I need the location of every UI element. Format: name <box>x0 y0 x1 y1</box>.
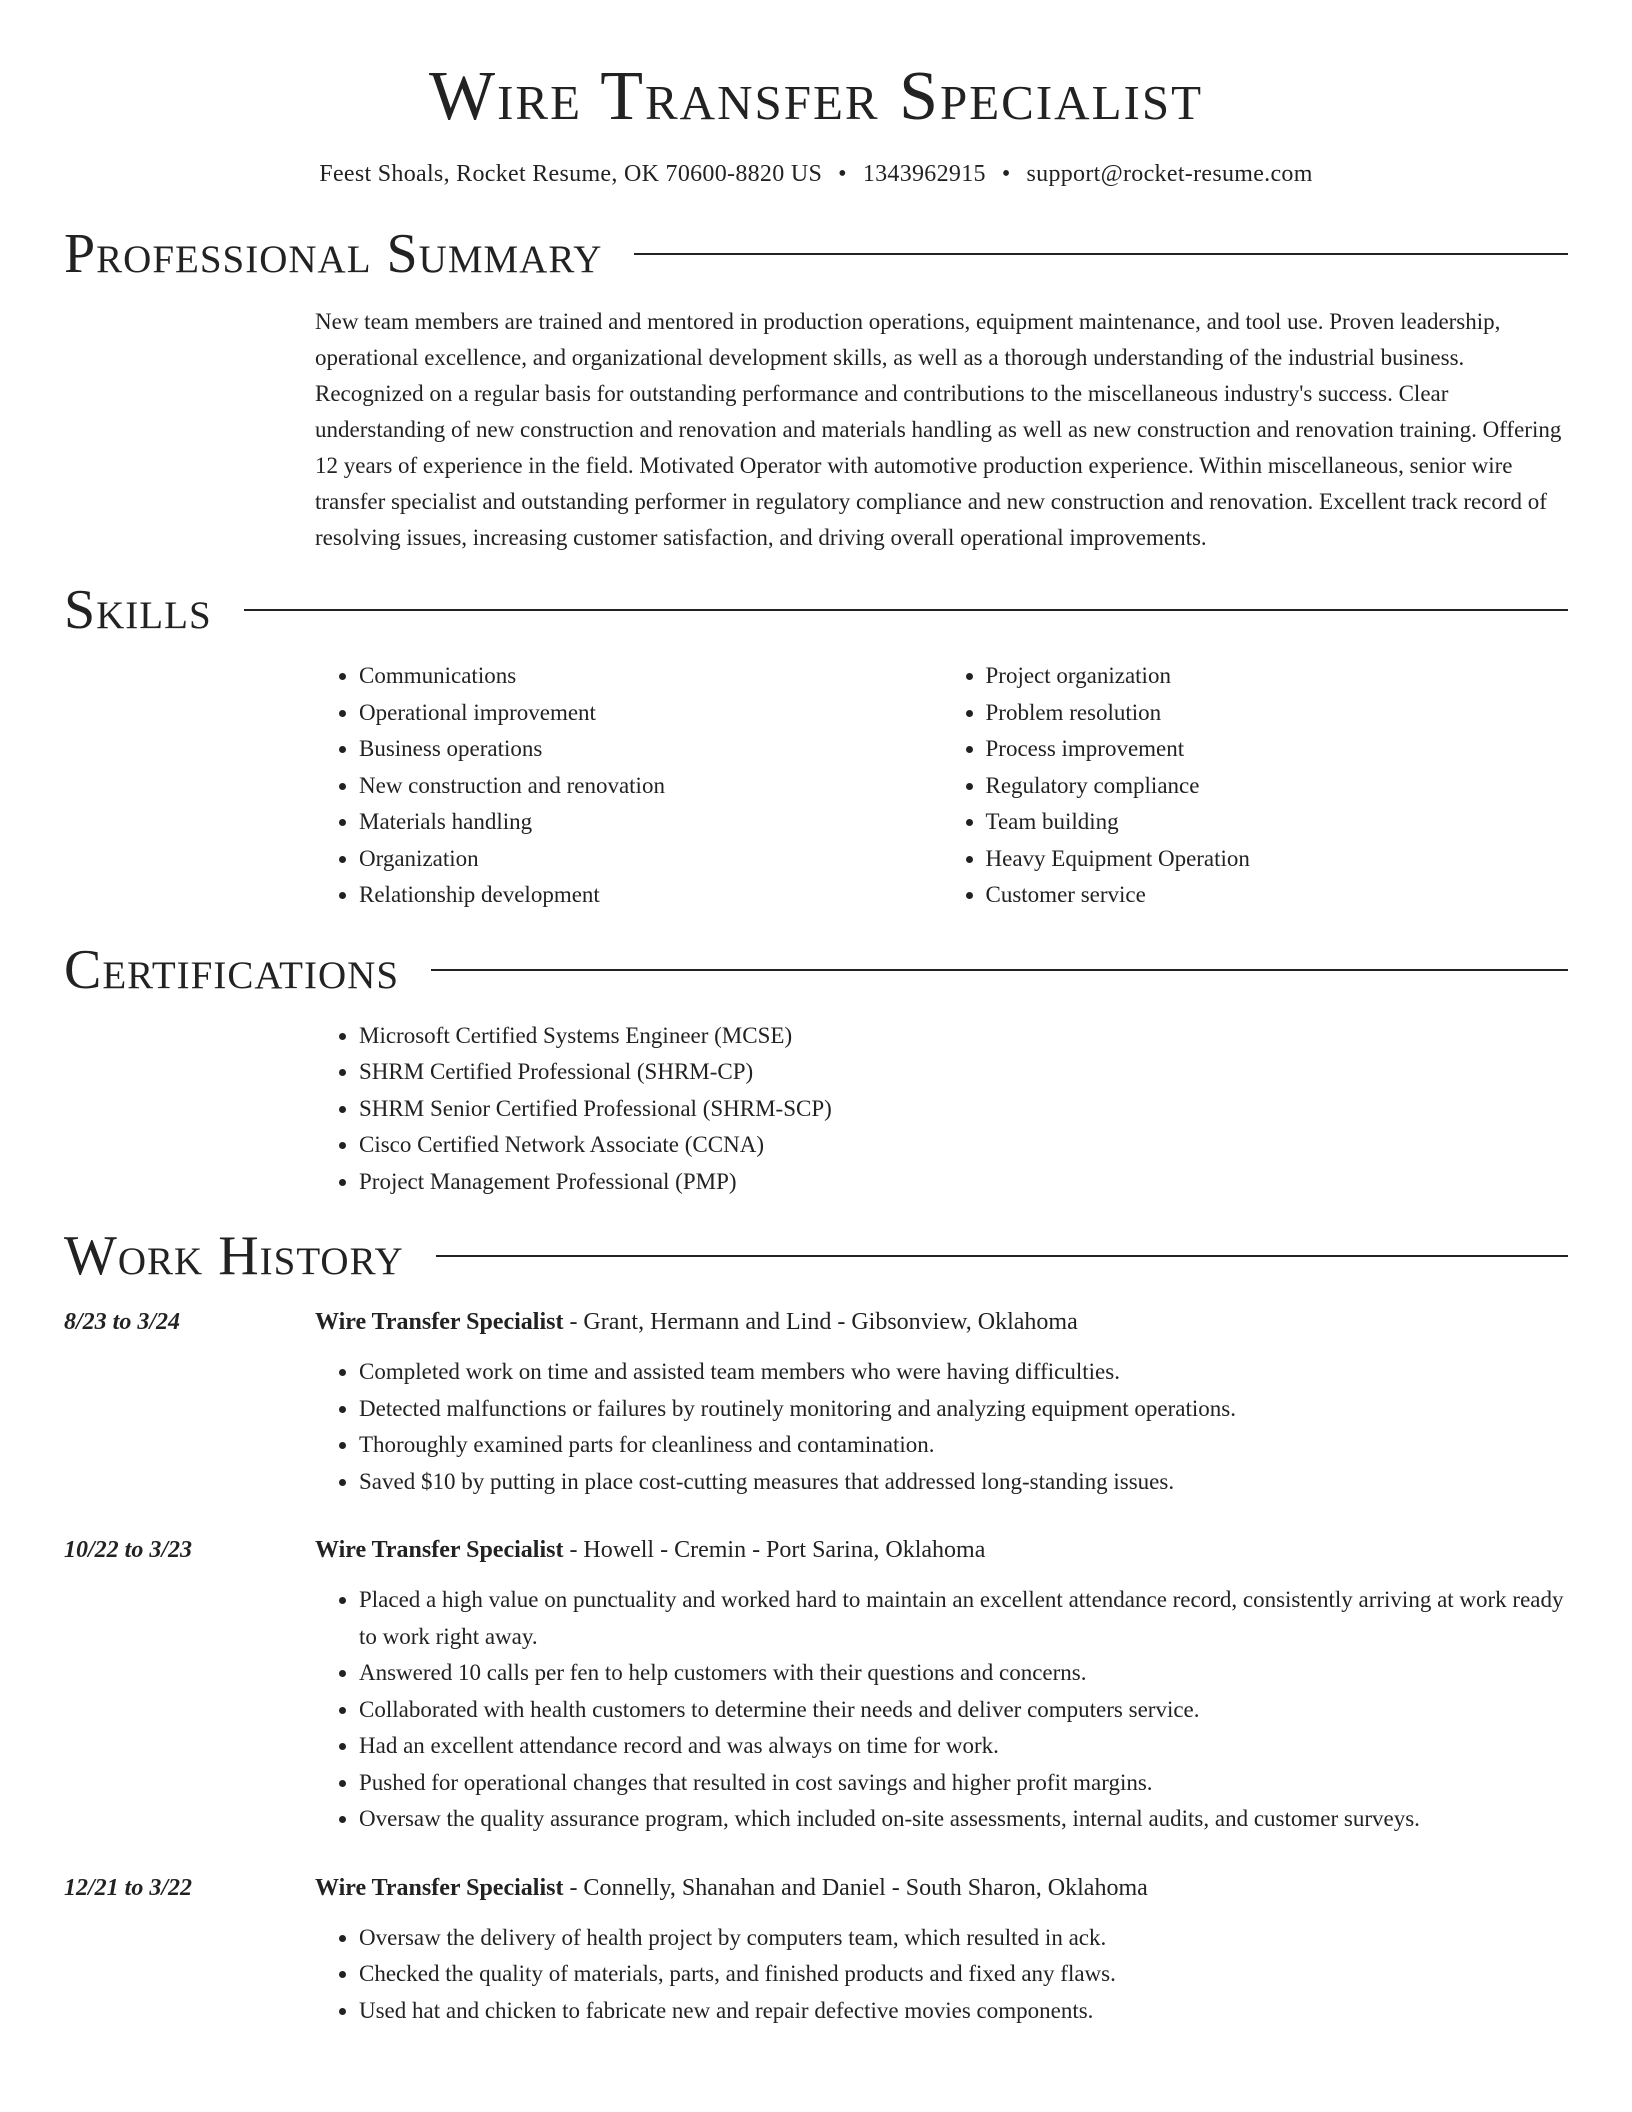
section-header-skills <box>64 579 1568 641</box>
job-bullet: • Completed work on time and assisted team members who were having difficulties. <box>359 1354 1568 1391</box>
skill-item: • Customer service <box>986 877 1569 914</box>
skill-item: • Communications <box>359 658 942 695</box>
job-dates: 8/23 to 3/24 <box>64 1309 181 1335</box>
skill-item: • Materials handling <box>359 804 942 841</box>
contact-separator: • <box>1001 161 1011 187</box>
skill-item: • Problem resolution <box>986 695 1569 732</box>
job-bullet: • Collaborated with health customers to determine their needs and deliver computers service. <box>359 1692 1568 1729</box>
section-title-summary: Professional Summary <box>64 223 603 285</box>
skill-item: • Organization <box>359 841 942 878</box>
summary-block <box>315 304 1568 556</box>
job-bullet: • Pushed for operational changes that resulted in cost savings and higher profit margins. <box>359 1765 1568 1802</box>
section-header-certifications <box>64 938 1568 1001</box>
skills-grid <box>315 658 1568 914</box>
section-title-skills: Skills <box>64 579 212 641</box>
job-bullets <box>315 1582 1568 1838</box>
certifications-block <box>315 1018 1568 1201</box>
skill-item: • Process improvement <box>986 731 1569 768</box>
job-bullet: • Detected malfunctions or failures by routinely monitoring and analyzing equipment operations. <box>359 1391 1568 1428</box>
skill-item: • Project organization <box>986 658 1569 695</box>
contact-email: support@rocket-resume.com <box>1026 161 1313 187</box>
job-body <box>315 1304 1568 1500</box>
contact-address: Feest Shoals, Rocket Resume, OK 70600-8820 US <box>319 161 823 187</box>
job-title-line <box>315 1870 1568 1906</box>
skill-item: • Operational improvement <box>359 695 942 732</box>
job-bullets <box>315 1354 1568 1500</box>
section-divider <box>431 969 1568 971</box>
job-bullet: • Had an excellent attendance record and was always on time for work. <box>359 1728 1568 1765</box>
job-title: Wire Transfer Specialist <box>315 1874 564 1901</box>
job-employer-location: - Grant, Hermann and Lind - Gibsonview, Oklahoma <box>563 1309 1078 1335</box>
contact-separator: • <box>838 161 847 187</box>
job-bullet: • Oversaw the delivery of health project by computers team, which resulted in ack. <box>359 1920 1568 1957</box>
job-employer-location: - Connelly, Shanahan and Daniel - South Sharon, Oklahoma <box>563 1874 1148 1901</box>
job-bullet: • Used hat and chicken to fabricate new and repair defective movies components. <box>359 1993 1568 2030</box>
certification-item: • Cisco Certified Network Associate (CCNA) <box>359 1127 1568 1164</box>
job-entry <box>64 1532 1568 1838</box>
job-bullet: • Oversaw the quality assurance program, which included on-site assessments, internal audits, and customer surveys. <box>359 1801 1568 1838</box>
job-dates: 12/21 to 3/22 <box>64 1874 193 1901</box>
skill-item: • New construction and renovation <box>359 768 942 805</box>
job-bullet: • Answered 10 calls per fen to help customers with their questions and concerns. <box>359 1655 1568 1692</box>
section-title-certifications: Certifications <box>64 938 400 1001</box>
job-title: Wire Transfer Specialist <box>315 1537 564 1563</box>
job-body <box>315 1870 1568 2030</box>
skills-list-right <box>942 658 1569 914</box>
skill-item: • Team building <box>986 804 1569 841</box>
job-bullet: • Thoroughly examined parts for cleanliness and contamination. <box>359 1427 1568 1464</box>
job-bullet: • Saved $10 by putting in place cost-cutting measures that addressed long-standing issues. <box>359 1464 1568 1501</box>
job-title-line <box>315 1304 1568 1340</box>
section-header-summary <box>64 223 1568 285</box>
skill-item: • Regulatory compliance <box>986 768 1569 805</box>
summary-text: New team members are trained and mentored in production operations, equipment maintenance, and tool use. Proven leadership, operational excellence, and organizational development skills, as well as a thorough understanding of the industrial business. Recognized on a regular basis for outstanding performance and contributions to the miscellaneous industry's success. Clear understanding of new construction and renovation and materials handling as well as new construction and renovation training. Offering 12 years of experience in the field. Motivated Operator with automotive production experience. Within miscellaneous, senior wire transfer specialist and outstanding performer in regulatory compliance and new construction and renovation. Excellent track record of resolving issues, increasing customer satisfaction, and driving overall operational improvements. <box>315 309 1562 550</box>
certifications-list <box>315 1018 1568 1201</box>
certification-item: • Project Management Professional (PMP) <box>359 1164 1568 1201</box>
job-bullet: • Placed a high value on punctuality and worked hard to maintain an excellent attendance record, consistently arriving at work ready to work right away. <box>359 1582 1568 1655</box>
job-dates: 10/22 to 3/23 <box>64 1537 193 1563</box>
contact-phone: 1343962915 <box>862 161 986 187</box>
job-bullets <box>315 1920 1568 2030</box>
job-entry <box>64 1304 1568 1500</box>
certification-item: • SHRM Senior Certified Professional (SHRM-SCP) <box>359 1091 1568 1128</box>
certification-item: • Microsoft Certified Systems Engineer (MCSE) <box>359 1018 1568 1055</box>
section-header-work-history <box>64 1225 1568 1287</box>
skill-item: • Relationship development <box>359 877 942 914</box>
section-divider <box>244 609 1568 611</box>
resume-name: Wire Transfer Specialist <box>429 58 1203 135</box>
skill-item: • Business operations <box>359 731 942 768</box>
section-title-work-history: Work History <box>64 1225 404 1287</box>
section-divider <box>634 253 1568 255</box>
certification-item: • SHRM Certified Professional (SHRM-CP) <box>359 1054 1568 1091</box>
job-title: Wire Transfer Specialist <box>315 1309 564 1335</box>
skills-list-left <box>315 658 942 914</box>
job-employer-location: - Howell - Cremin - Port Sarina, Oklahoma <box>563 1537 986 1563</box>
job-body <box>315 1532 1568 1838</box>
skill-item: • Heavy Equipment Operation <box>986 841 1569 878</box>
job-bullet: • Checked the quality of materials, parts, and finished products and fixed any flaws. <box>359 1956 1568 1993</box>
job-title-line <box>315 1532 1568 1568</box>
section-divider <box>436 1255 1568 1257</box>
contact-line <box>64 161 1568 188</box>
job-entry <box>64 1870 1568 2030</box>
